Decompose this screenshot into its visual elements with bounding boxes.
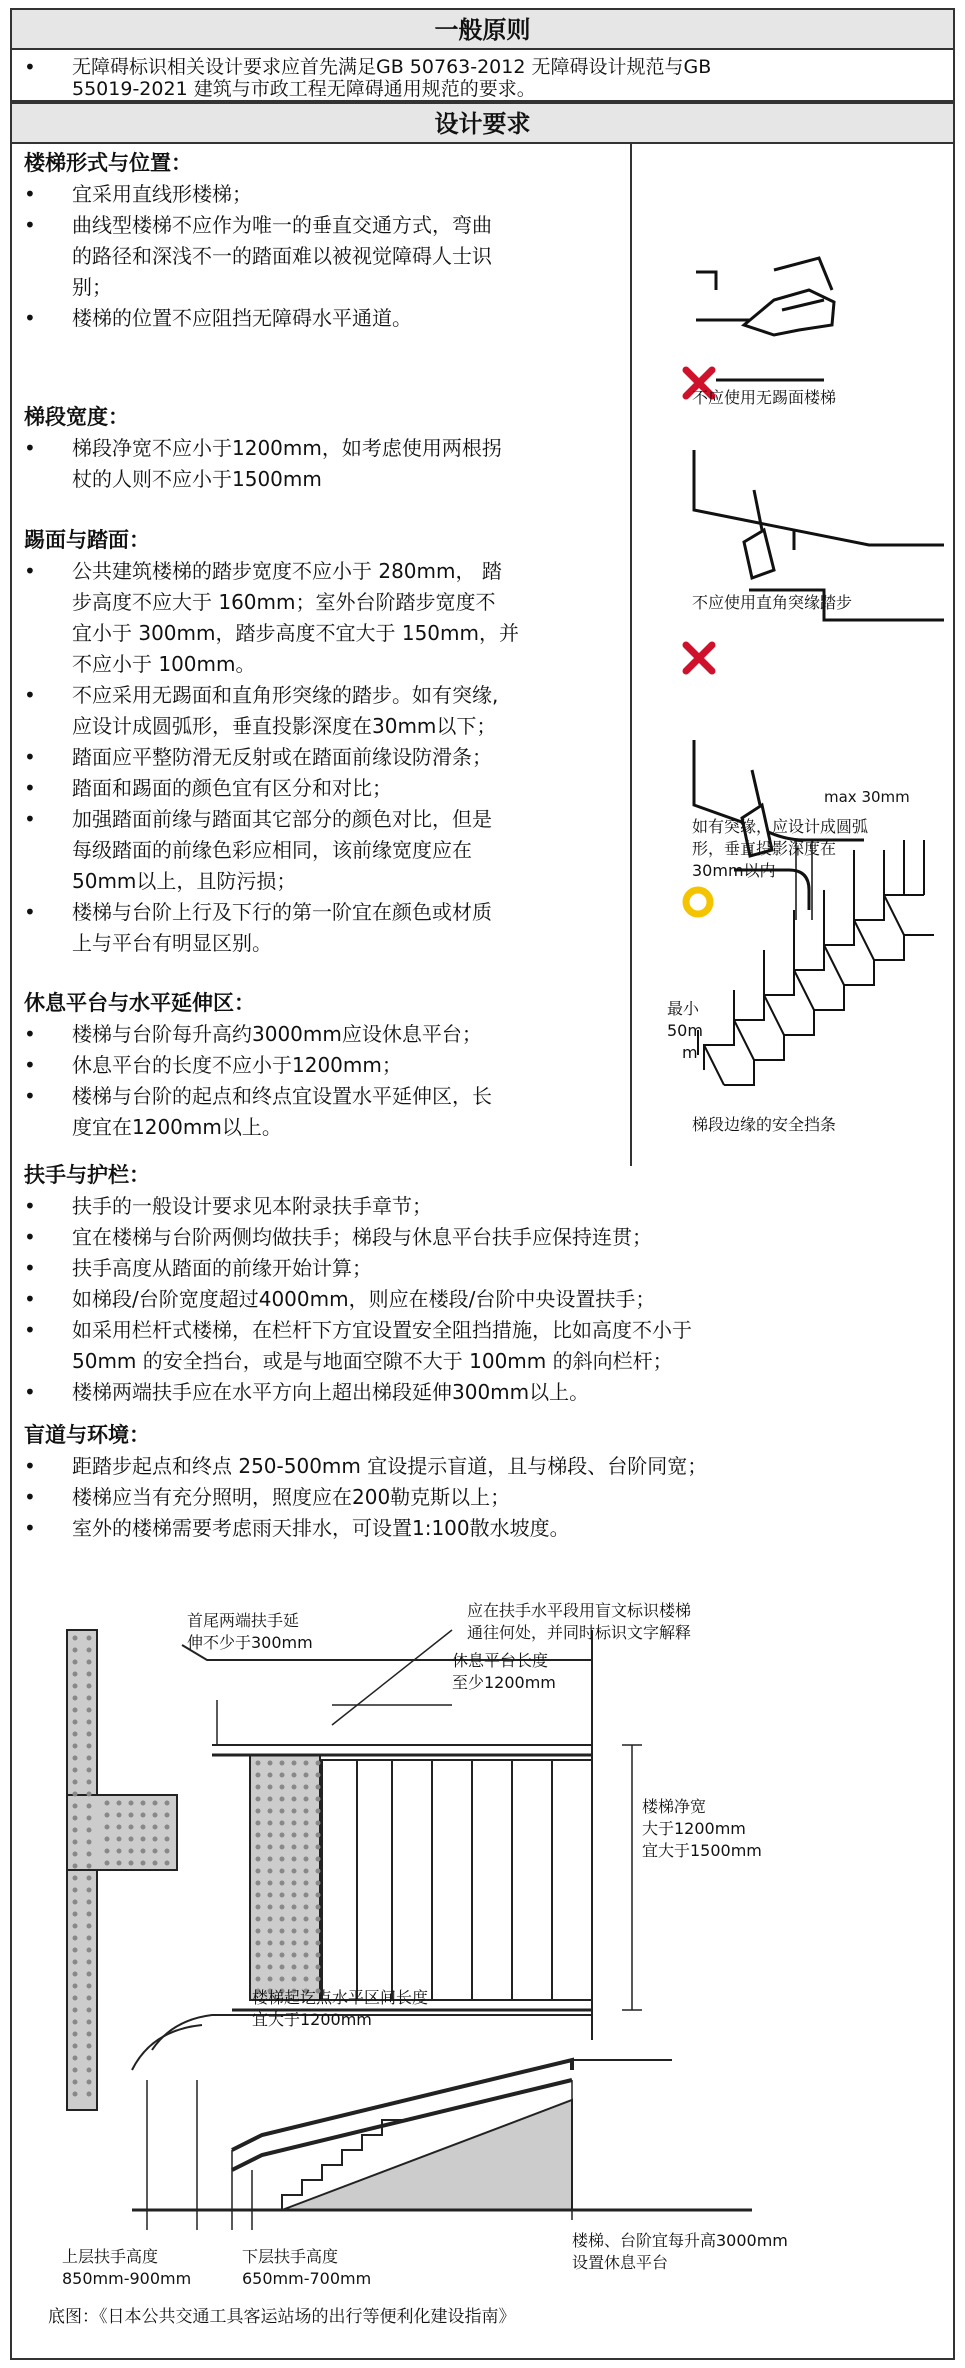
bullet: • bbox=[24, 1256, 36, 1280]
design-header: 设计要求 bbox=[12, 104, 953, 144]
section-title-handrail: 扶手与护栏： bbox=[24, 1163, 150, 1187]
bullet: • bbox=[24, 1516, 36, 1540]
bullet: • bbox=[24, 1485, 36, 1509]
general-line-2: 55019-2021 建筑与市政工程无障碍通用规范的要求。 bbox=[72, 78, 536, 100]
label-lower-2: 650mm-700mm bbox=[242, 2269, 372, 2288]
bullet: • bbox=[24, 1287, 36, 1311]
bullet: • bbox=[24, 306, 36, 330]
list-item-line: 的路径和深浅不一的踏面难以被视觉障碍人士识 bbox=[72, 244, 492, 268]
bullet: • bbox=[24, 1454, 36, 1478]
label-rise-1: 楼梯、台阶宜每升高3000mm bbox=[572, 2231, 788, 2250]
min-label-2: 50m bbox=[667, 1021, 703, 1040]
list-item-line: 踏面应平整防滑无反射或在踏面前缘设防滑条； bbox=[72, 745, 492, 769]
bullet: • bbox=[24, 1380, 36, 1404]
label-start-2: 宜大于1200mm bbox=[252, 2010, 372, 2029]
list-item-line: 楼梯与台阶的起点和终点宜设置水平延伸区，长 bbox=[72, 1084, 492, 1108]
list-item-line: 加强踏面前缘与踏面其它部分的颜色对比，但是 bbox=[72, 807, 492, 831]
bullet: • bbox=[24, 1194, 36, 1218]
general-line-1: 无障碍标识相关设计要求应首先满足GB 50763-2012 无障碍设计规范与GB bbox=[72, 56, 712, 78]
list-item-line: 宜小于 300mm，踏步高度不宜大于 150mm，并 bbox=[72, 621, 519, 645]
list-item-line: 不应小于 100mm。 bbox=[72, 652, 256, 676]
list-item-line: 50mm以上，且防污损； bbox=[72, 869, 297, 893]
list-item-line: 度宜在1200mm以上。 bbox=[72, 1115, 282, 1139]
bullet: • bbox=[24, 1084, 36, 1108]
approve-circle-icon bbox=[686, 890, 710, 914]
label-rise-2: 设置休息平台 bbox=[572, 2253, 669, 2272]
general-header: 一般原则 bbox=[12, 10, 953, 50]
label-upper-1: 上层扶手高度 bbox=[62, 2247, 159, 2266]
list-item-line: 距踏步起点和终点 250-500mm 宜设提示盲道，且与梯段、台阶同宽； bbox=[72, 1454, 708, 1478]
list-item-line: 公共建筑楼梯的踏步宽度不应小于 280mm， 踏 bbox=[72, 559, 502, 583]
bullet: • bbox=[24, 1053, 36, 1077]
list-item-line: 室外的楼梯需要考虑雨天排水，可设置1:100散水坡度。 bbox=[72, 1516, 570, 1540]
bullet: • bbox=[24, 436, 36, 460]
section-title-stair-width: 梯段宽度： bbox=[24, 405, 129, 429]
label-landing-1: 休息平台长度 bbox=[452, 1651, 549, 1670]
label-handrail-extension-2: 伸不少于300mm bbox=[187, 1633, 313, 1652]
cross-icon-2 bbox=[686, 645, 712, 671]
label-braille-2: 通往何处，并同时标识文字解释 bbox=[467, 1623, 692, 1642]
label-width-2: 大于1200mm bbox=[642, 1819, 746, 1838]
caption-rounded-1: 如有突缘，应设计成圆弧 bbox=[692, 817, 869, 836]
section-title-stair-form: 楼梯形式与位置： bbox=[24, 151, 192, 175]
list-item-line: 不应采用无踢面和直角形突缘的踏步。如有突缘, bbox=[72, 683, 499, 707]
list-item-line: 应设计成圆弧形，垂直投影深度在30mm以下； bbox=[72, 714, 497, 738]
label-braille-1: 应在扶手水平段用盲文标识楼梯 bbox=[467, 1601, 692, 1620]
caption-safety-curb: 梯段边缘的安全挡条 bbox=[692, 1115, 837, 1134]
list-item-line: 每级踏面的前缘色彩应相同，该前缘宽度应在 bbox=[72, 838, 472, 862]
list-item-line: 杖的人则不应小于1500mm bbox=[72, 467, 322, 491]
bullet: • bbox=[24, 213, 36, 237]
label-lower-1: 下层扶手高度 bbox=[242, 2247, 339, 2266]
list-item-line: 楼梯应当有充分照明，照度应在200勒克斯以上； bbox=[72, 1485, 511, 1509]
list-item-line: 曲线型楼梯不应作为唯一的垂直交通方式，弯曲 bbox=[72, 213, 492, 237]
bullet: • bbox=[24, 807, 36, 831]
bullet: • bbox=[24, 559, 36, 583]
bullet: • bbox=[24, 1318, 36, 1342]
label-start-1: 楼梯起讫点水平区间长度 bbox=[252, 1988, 429, 2007]
section-title-tactile: 盲道与环境： bbox=[24, 1423, 150, 1447]
caption-rounded-2: 形，垂直投影深度在 bbox=[692, 839, 837, 858]
list-item-line: 别； bbox=[72, 275, 112, 299]
list-item-line: 踏面和踢面的颜色宜有区分和对比； bbox=[72, 776, 392, 800]
section-title-landing: 休息平台与水平延伸区： bbox=[24, 991, 255, 1015]
caption-no-open-riser: 不应使用无踢面楼梯 bbox=[692, 388, 837, 407]
column-divider bbox=[630, 144, 632, 1166]
section-title-tread-riser: 踢面与踏面： bbox=[24, 528, 150, 552]
list-item-line: 楼梯与台阶上行及下行的第一阶宜在颜色或材质 bbox=[72, 900, 492, 924]
list-item-line: 扶手高度从踏面的前缘开始计算； bbox=[72, 1256, 372, 1280]
bullet: • bbox=[24, 1022, 36, 1046]
label-handrail-extension-1: 首尾两端扶手延 bbox=[187, 1611, 300, 1630]
bullet: • bbox=[24, 683, 36, 707]
label-width-1: 楼梯净宽 bbox=[642, 1797, 707, 1816]
bullet: • bbox=[24, 55, 36, 79]
bullet: • bbox=[24, 776, 36, 800]
bullet: • bbox=[24, 900, 36, 924]
bullet: • bbox=[24, 182, 36, 206]
max-30mm-label: max 30mm bbox=[824, 788, 910, 806]
document-frame bbox=[10, 8, 955, 2360]
label-upper-2: 850mm-900mm bbox=[62, 2269, 192, 2288]
label-landing-2: 至少1200mm bbox=[452, 1673, 556, 1692]
bullet: • bbox=[24, 745, 36, 769]
caption-no-square-nosing: 不应使用直角突缘踏步 bbox=[692, 593, 853, 612]
list-item-line: 50mm 的安全挡台，或是与地面空隙不大于 100mm 的斜向栏杆； bbox=[72, 1349, 673, 1373]
list-item-line: 上与平台有明显区别。 bbox=[72, 931, 272, 955]
label-width-3: 宜大于1500mm bbox=[642, 1841, 762, 1860]
list-item-line: 扶手的一般设计要求见本附录扶手章节； bbox=[72, 1194, 432, 1218]
list-item-line: 宜在楼梯与台阶两侧均做扶手；梯段与休息平台扶手应保持连贯； bbox=[72, 1225, 652, 1249]
open-riser-figure bbox=[696, 258, 834, 380]
list-item-line: 楼梯两端扶手应在水平方向上超出梯段延伸300mm以上。 bbox=[72, 1380, 590, 1404]
list-item-line: 如梯段/台阶宽度超过4000mm，则应在楼段/台阶中央设置扶手； bbox=[72, 1287, 656, 1311]
list-item-line: 楼梯与台阶每升高约3000mm应设休息平台； bbox=[72, 1022, 482, 1046]
list-item-line: 楼梯的位置不应阻挡无障碍水平通道。 bbox=[72, 306, 412, 330]
caption-rounded-3: 30mm以内 bbox=[692, 861, 776, 880]
source-note: 底图：《日本公共交通工具客运站场的出行等便利化建设指南》 bbox=[48, 2307, 516, 2327]
min-label-3: m bbox=[682, 1043, 698, 1062]
list-item-line: 梯段净宽不应小于1200mm，如考虑使用两根拐 bbox=[72, 436, 502, 460]
list-item-line: 休息平台的长度不应小于1200mm； bbox=[72, 1053, 402, 1077]
list-item-line: 如采用栏杆式楼梯，在栏杆下方宜设置安全阻挡措施，比如高度不小于 bbox=[72, 1318, 692, 1342]
list-item-line: 步高度不应大于 160mm；室外台阶踏步宽度不 bbox=[72, 590, 496, 614]
min-label-1: 最小 bbox=[667, 999, 700, 1018]
list-item-line: 宜采用直线形楼梯； bbox=[72, 182, 252, 206]
bullet: • bbox=[24, 1225, 36, 1249]
